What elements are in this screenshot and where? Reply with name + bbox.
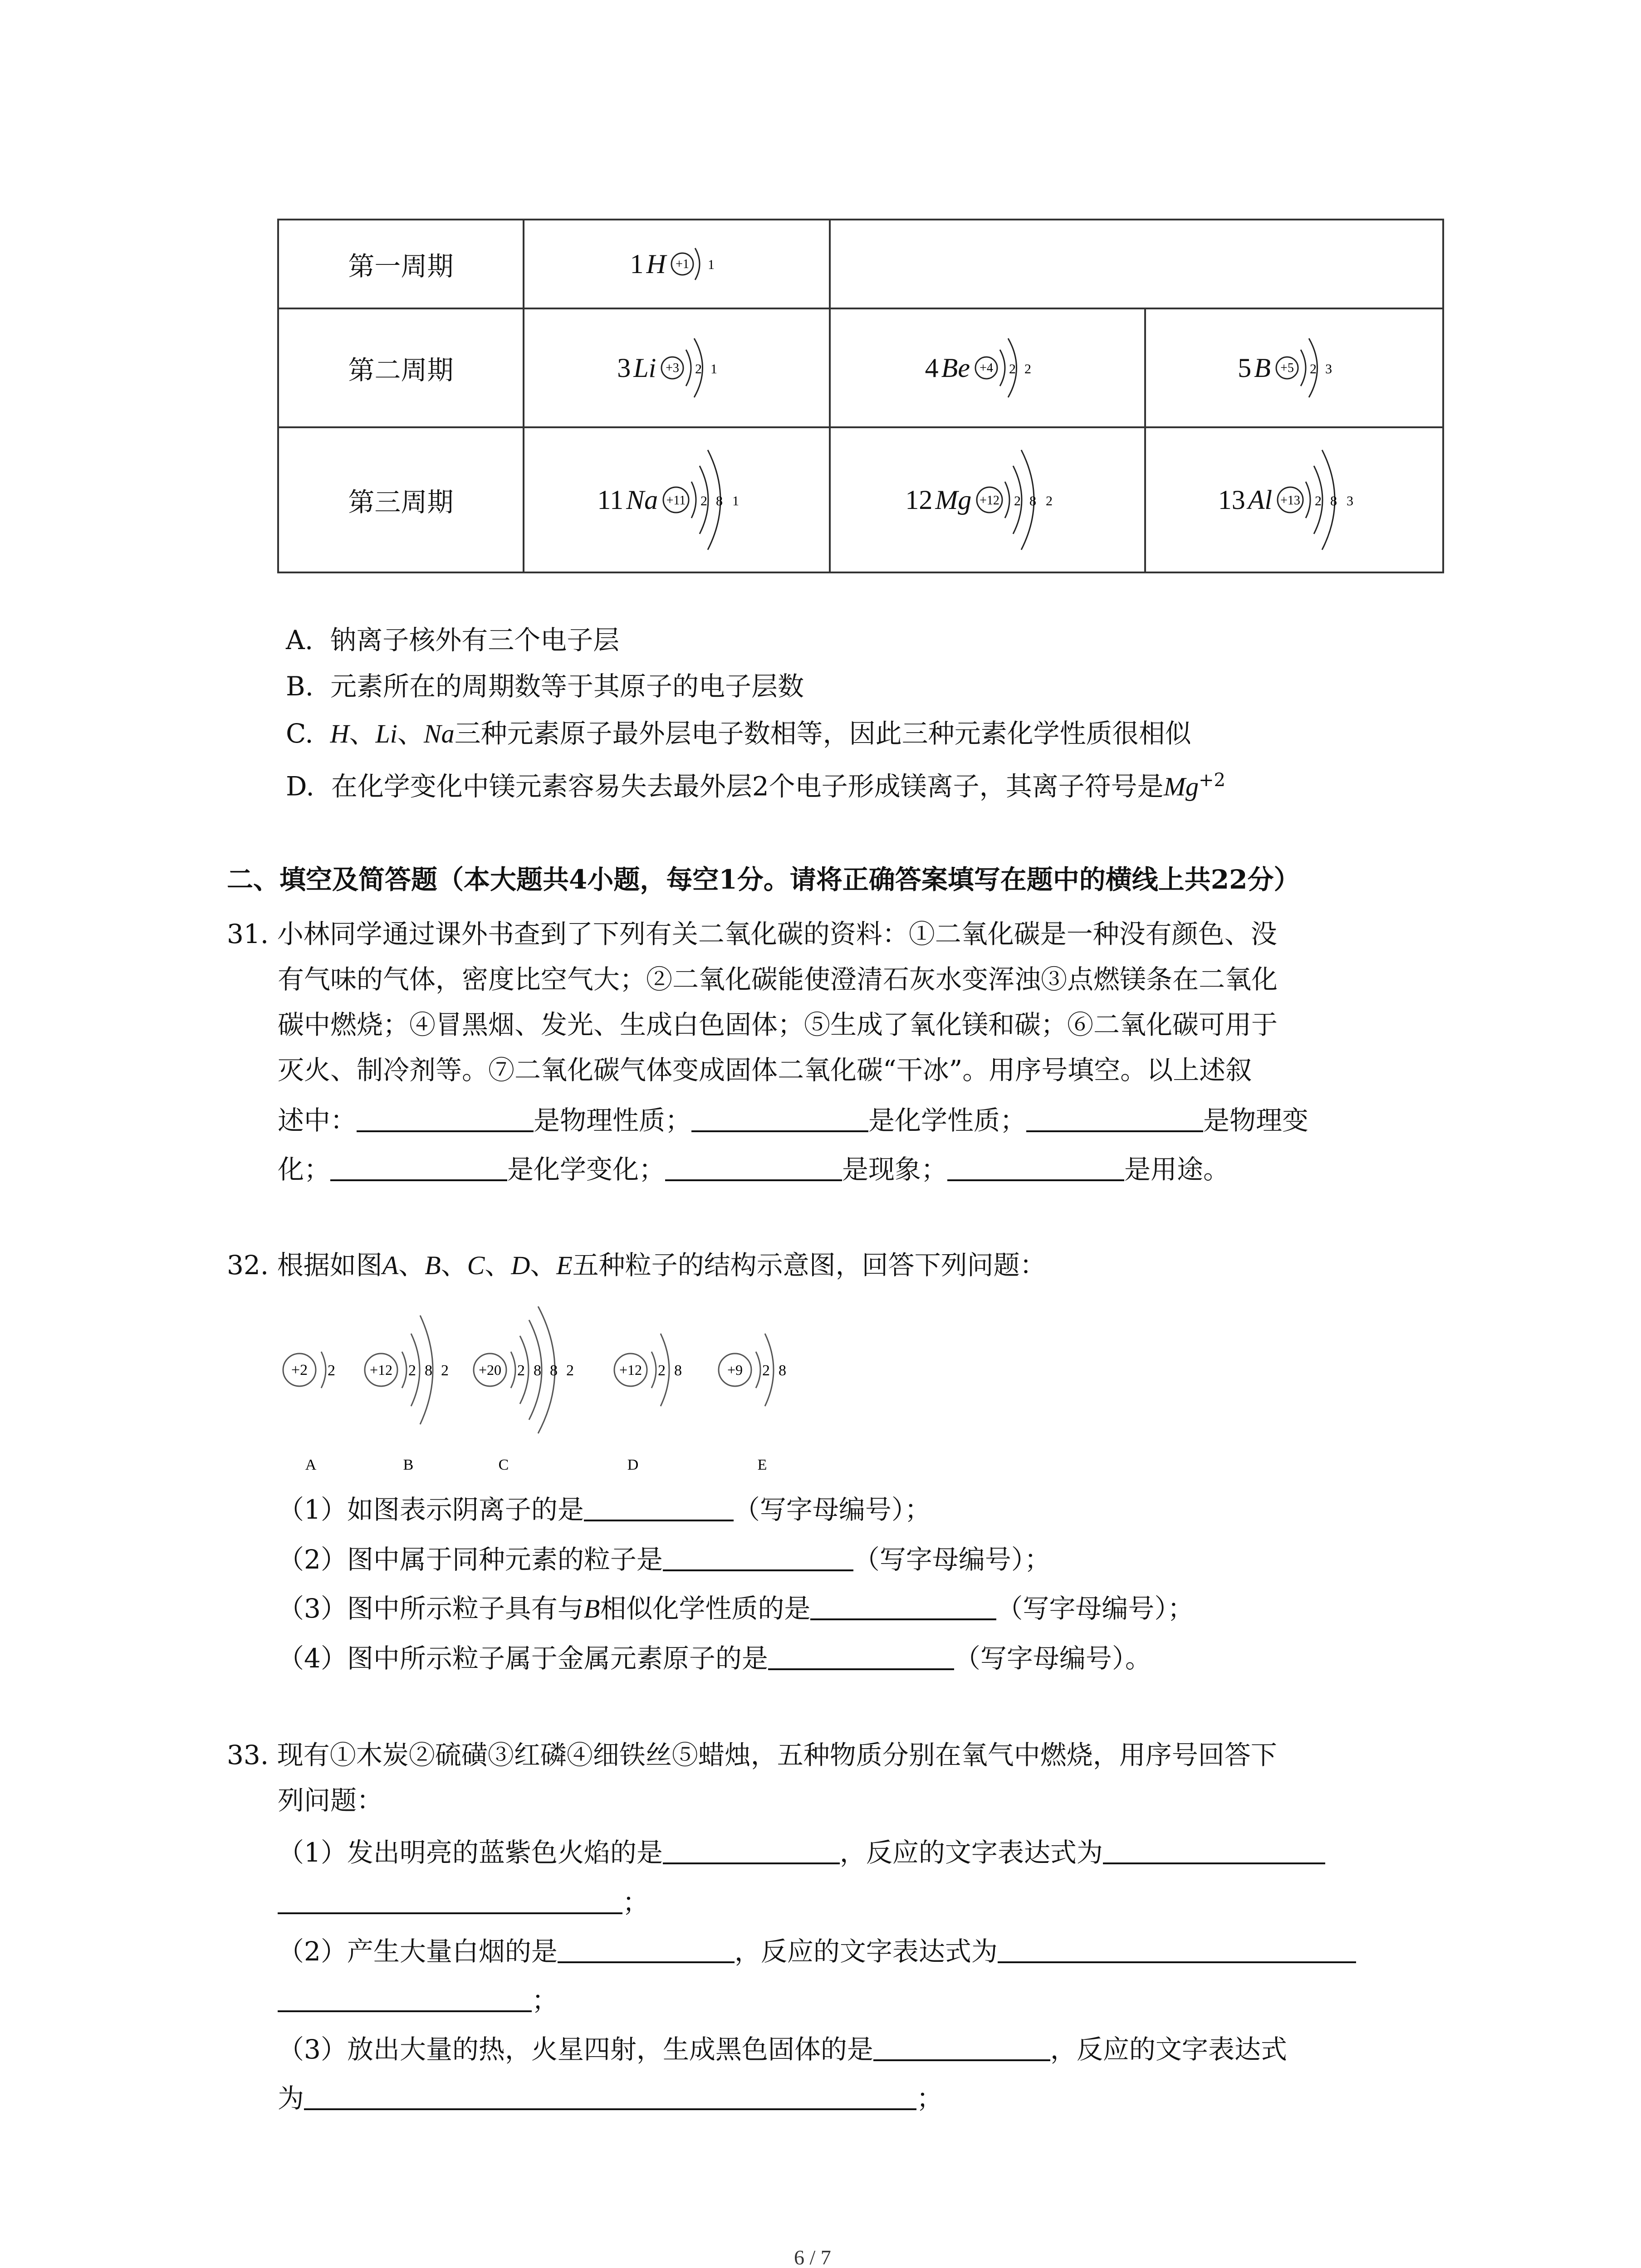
option-b: B. 元素所在的周期数等于其原子的电子层数	[286, 671, 804, 702]
period-label: 第一周期	[278, 220, 524, 308]
periodic-table	[277, 219, 1444, 573]
svg-text:8: 8	[716, 494, 723, 508]
element-cell-mg: 12 Mg +12 2 8 2	[830, 427, 1145, 572]
svg-text:+5: +5	[1280, 361, 1294, 375]
svg-text:2: 2	[1046, 494, 1053, 508]
answer-blank[interactable]	[584, 1492, 734, 1521]
element-cell-li: 3 Li +3 2 1	[524, 308, 830, 427]
svg-text:3: 3	[1347, 494, 1354, 508]
svg-text:8: 8	[425, 1362, 432, 1379]
atom-diagram-li	[659, 332, 736, 404]
svg-text:+13: +13	[1280, 494, 1300, 508]
svg-text:2: 2	[1009, 362, 1016, 376]
particle-label: B	[403, 1457, 414, 1473]
particle-label: D	[627, 1457, 639, 1473]
empty-cell	[830, 220, 1443, 308]
svg-text:2: 2	[1309, 362, 1317, 376]
answer-blank[interactable]	[998, 1934, 1356, 1963]
answer-blank[interactable]	[691, 1103, 868, 1132]
svg-text:2: 2	[408, 1362, 416, 1379]
answer-blank[interactable]	[663, 1835, 840, 1864]
particle-c	[474, 1306, 574, 1473]
q32-stem: 32. 根据如图A、B、C、D、E五种粒子的结构示意图，回答下列问题：	[227, 1250, 1046, 1281]
element-number: 1	[630, 249, 644, 279]
particle-diagrams	[272, 1306, 844, 1479]
q31-line1: 31. 小林同学通过课外书查到了下列有关二氧化碳的资料：①二氧化碳是一种没有颜色、没	[227, 919, 1277, 949]
answer-blank[interactable]	[330, 1152, 507, 1181]
period-label: 第二周期	[278, 308, 524, 427]
svg-text:2: 2	[1315, 494, 1322, 508]
answer-blank[interactable]	[304, 2081, 916, 2110]
particle-label: A	[305, 1457, 317, 1473]
atom-diagram-na	[661, 441, 756, 559]
q31-line2: 有气味的气体，密度比空气大；②二氧化碳能使澄清石灰水变浑浊③点燃镁条在二氧化	[278, 964, 1278, 995]
option-d: D. 在化学变化中镁元素容易失去最外层2个电子形成镁离子，其离子符号是$Mg^{+2}$	[286, 770, 1225, 802]
question-number: 33.	[227, 1740, 269, 1770]
answer-blank[interactable]	[947, 1152, 1124, 1181]
svg-text:8: 8	[550, 1362, 558, 1379]
svg-text:2: 2	[700, 494, 708, 508]
section-heading: 二、填空及简答题（本大题共4小题，每空1分。请将正确答案填写在题中的横线上共22分）	[227, 864, 1300, 895]
period-label: 第三周期	[278, 427, 524, 572]
particle-b	[365, 1315, 449, 1473]
svg-text:+12: +12	[980, 494, 1000, 508]
svg-text:2: 2	[328, 1362, 335, 1379]
particle-a	[283, 1352, 335, 1473]
svg-text:2: 2	[441, 1362, 449, 1379]
q32-sub4: （4）图中所示粒子属于金属元素原子的是 （写字母编号）。	[278, 1641, 1151, 1672]
q31-line4: 灭火、制冷剂等。⑦二氧化碳气体变成固体二氧化碳“干冰”。用序号填空。以上述叙	[278, 1055, 1252, 1085]
particle-e	[719, 1334, 786, 1473]
q33-sub1-cont: ；	[278, 1885, 649, 1916]
table-row	[278, 220, 1443, 308]
svg-text:+12: +12	[619, 1362, 642, 1378]
element-cell-na: 11 Na +11 2 8 1	[524, 427, 830, 572]
svg-text:8: 8	[674, 1362, 682, 1379]
svg-text:8: 8	[534, 1362, 541, 1379]
answer-blank[interactable]	[278, 1885, 622, 1914]
q33-sub1: （1）发出明亮的蓝紫色火焰的是 ，反应的文字表达式为	[278, 1835, 1325, 1866]
q32-sub2: （2）图中属于同种元素的粒子是 （写字母编号）；	[278, 1542, 1051, 1573]
svg-text:8: 8	[779, 1362, 786, 1379]
particle-label: C	[498, 1457, 509, 1473]
atom-diagram-be	[973, 332, 1050, 404]
svg-text:3: 3	[1325, 362, 1332, 376]
q32-sub1: （1）如图表示阴离子的是 （写字母编号）；	[278, 1492, 931, 1523]
element-cell-b: 5 B +5 2 3	[1145, 308, 1443, 427]
particle-label: E	[757, 1457, 767, 1473]
q31-line5: 述中： 是物理性质； 是化学性质； 是物理变	[278, 1103, 1308, 1134]
svg-text:8: 8	[1330, 494, 1337, 508]
q33-line1: 33. 现有①木炭②硫磺③红磷④细铁丝⑤蜡烛，五种物质分别在氧气中燃烧，用序号回答下	[227, 1740, 1277, 1770]
page-number: 6 / 7	[794, 2246, 831, 2268]
answer-blank[interactable]	[1103, 1835, 1325, 1864]
atom-diagram-h	[669, 239, 723, 289]
atom-diagram-mg	[974, 441, 1069, 559]
element-cell-al: 13 Al +13 2 8 3	[1145, 427, 1443, 572]
svg-text:+4: +4	[980, 361, 993, 375]
svg-text:2: 2	[566, 1362, 574, 1379]
answer-blank[interactable]	[357, 1103, 534, 1132]
svg-text:+11: +11	[666, 494, 686, 508]
svg-text:2: 2	[1024, 362, 1031, 376]
svg-text:+1: +1	[675, 257, 689, 271]
answer-blank[interactable]	[278, 1983, 532, 2012]
svg-text:+2: +2	[291, 1362, 308, 1378]
option-a: A. 钠离子核外有三个电子层	[286, 625, 620, 655]
q33-sub2-cont: ；	[278, 1983, 558, 2014]
q33-sub3-cont: 为 ；	[278, 2081, 943, 2112]
element-cell-be: 4 Be +4 2 2	[830, 308, 1145, 427]
q31-line6: 化； 是化学变化； 是现象； 是用途。	[278, 1152, 1230, 1183]
svg-text:1: 1	[707, 257, 715, 272]
q32-sub3: （3）图中所示粒子具有与B相似化学性质的是 （写字母编号）；	[278, 1591, 1194, 1622]
svg-text:+9: +9	[727, 1362, 743, 1378]
svg-text:2: 2	[695, 362, 702, 376]
atom-diagram-b	[1274, 332, 1351, 404]
element-cell-h	[524, 220, 830, 308]
atom-diagram-al	[1275, 441, 1370, 559]
element-symbol: H	[646, 249, 666, 279]
answer-blank[interactable]	[665, 1152, 842, 1181]
q33-sub2: （2）产生大量白烟的是 ，反应的文字表达式为	[278, 1934, 1356, 1965]
svg-text:2: 2	[517, 1362, 525, 1379]
particle-d	[614, 1334, 682, 1473]
svg-text:2: 2	[762, 1362, 770, 1379]
svg-text:1: 1	[732, 494, 740, 508]
q33-line2: 列问题：	[278, 1785, 383, 1816]
answer-blank[interactable]	[1026, 1103, 1203, 1132]
table-row	[278, 427, 1443, 572]
svg-text:1: 1	[710, 362, 718, 376]
svg-text:8: 8	[1029, 494, 1037, 508]
option-c: C. H、Li、Na三种元素原子最外层电子数相等，因此三种元素化学性质很相似	[286, 718, 1191, 749]
svg-text:+20: +20	[478, 1362, 502, 1378]
svg-text:+3: +3	[666, 361, 680, 375]
svg-text:2: 2	[1014, 494, 1021, 508]
table-row	[278, 308, 1443, 427]
svg-text:+12: +12	[369, 1362, 393, 1378]
question-number: 31.	[227, 919, 269, 949]
svg-text:2: 2	[658, 1362, 666, 1379]
answer-blank[interactable]	[873, 2032, 1050, 2061]
answer-blank[interactable]	[768, 1641, 954, 1670]
answer-blank[interactable]	[810, 1591, 996, 1620]
question-number: 32.	[227, 1250, 269, 1281]
q33-sub3: （3）放出大量的热，火星四射，生成黑色固体的是 ，反应的文字表达式	[278, 2032, 1287, 2063]
answer-blank[interactable]	[558, 1934, 735, 1963]
q31-line3: 碳中燃烧；④冒黑烟、发光、生成白色固体；⑤生成了氧化镁和碳；⑥二氧化碳可用于	[278, 1009, 1278, 1040]
answer-blank[interactable]	[663, 1542, 853, 1571]
